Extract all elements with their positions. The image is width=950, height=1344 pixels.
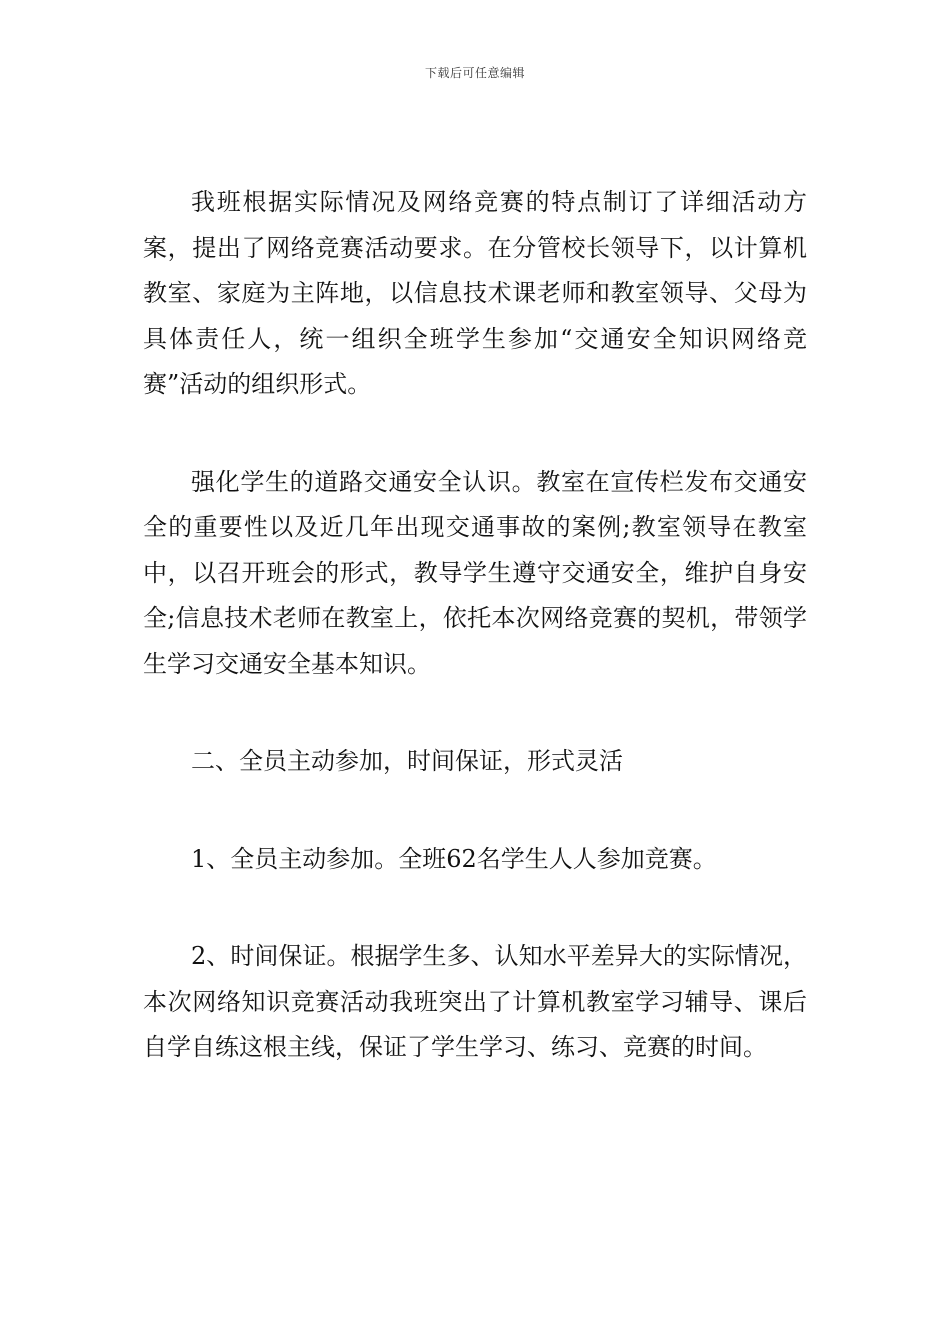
paragraph-safety-awareness: 强化学生的道路交通安全认识。教室在宣传栏发布交通安全的重要性以及近几年出现交通事故的案例;教室领导在教室中，以召开班会的形式，教导学生遵守交通安全，维护自身安全;信息技术老师在教室上，依托本次网络竞赛的契机，带领学生学习交通安全基本知识。 xyxy=(143,467,807,678)
page-header-note: 下载后可任意编辑 xyxy=(424,66,525,80)
paragraph-item-1: 1、全员主动参加。全班62名学生人人参加竞赛。 xyxy=(191,844,717,873)
section-heading-participation: 二、全员主动参加，时间保证，形式灵活 xyxy=(191,747,623,775)
paragraph-item-2: 2、时间保证。根据学生多、认知水平差异大的实际情况，本次网络知识竞赛活动我班突出了计算机教室学习辅导、课后自学自练这根主线，保证了学生学习、练习、竞赛的时间。 xyxy=(143,942,807,1061)
document-body xyxy=(143,180,807,1071)
paragraph-activity-plan: 我班根据实际情况及网络竞赛的特点制订了详细活动方案，提出了网络竞赛活动要求。在分管校长领导下，以计算机教室、家庭为主阵地，以信息技术课老师和教室领导、父母为具体责任人，统一组织全班学生参加“交通安全知识网络竞赛”活动的组织形式。 xyxy=(143,188,807,398)
